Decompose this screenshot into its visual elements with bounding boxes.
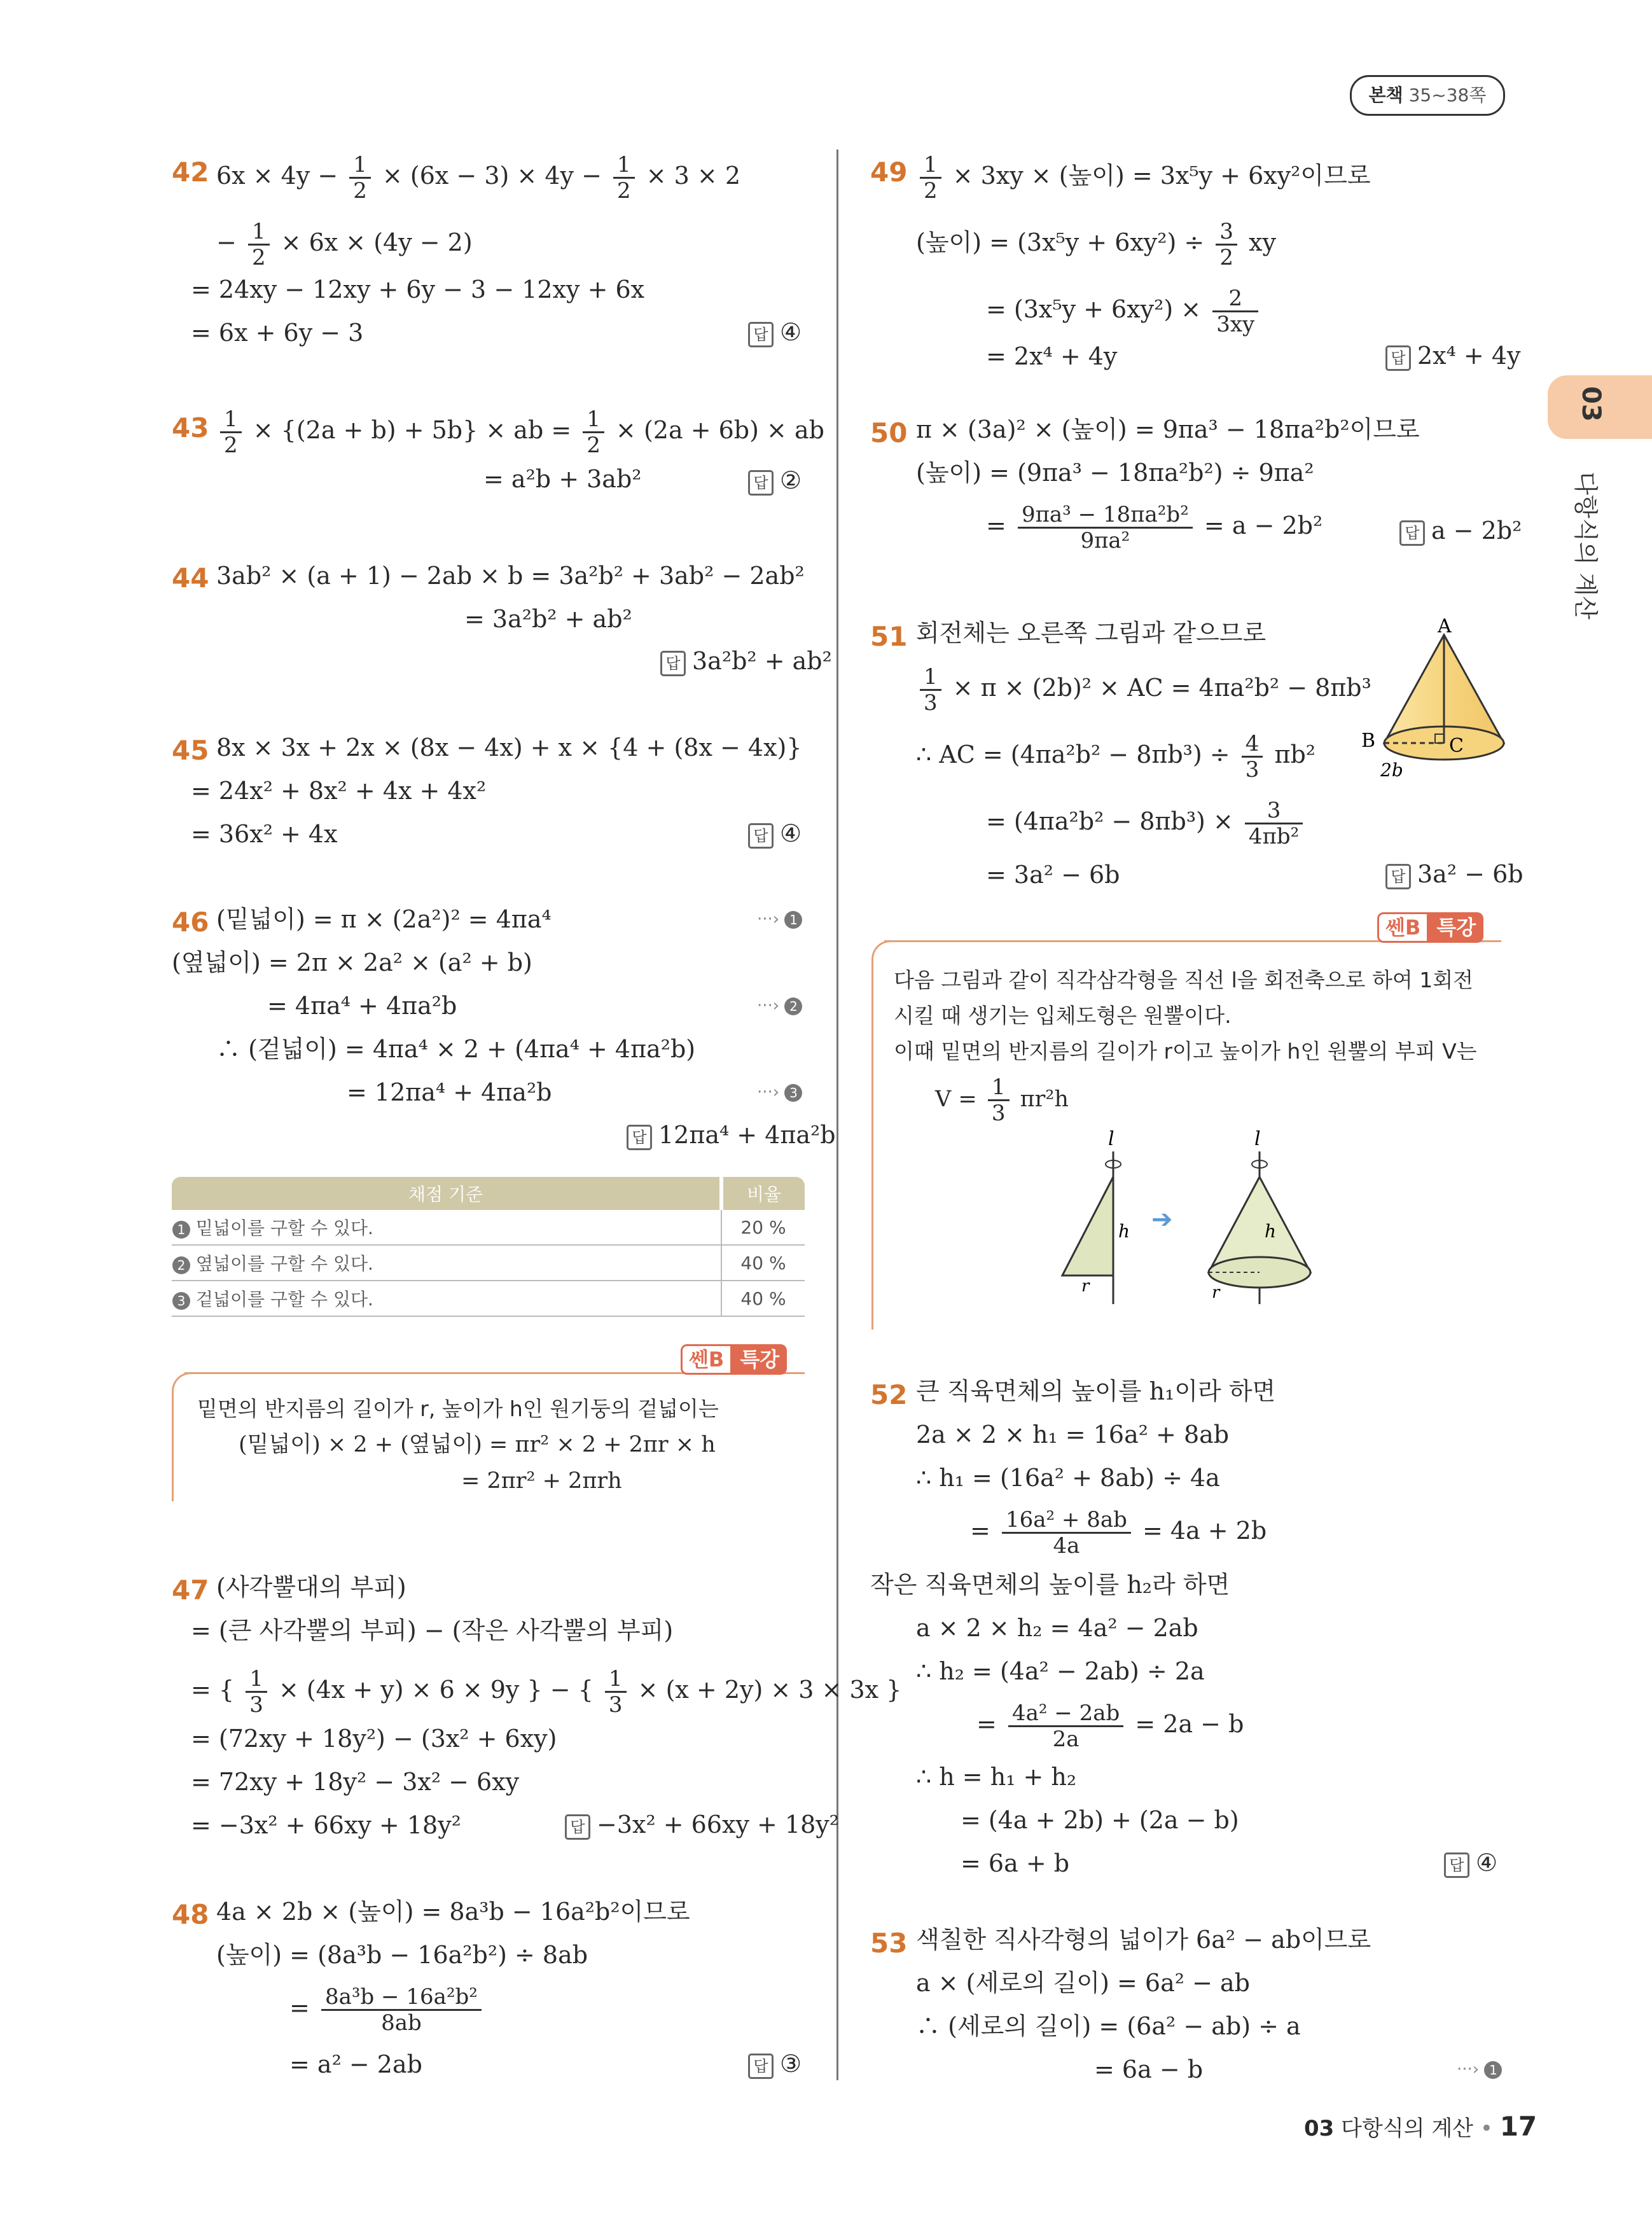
answer: 답 3a²b² + ab² [660, 647, 832, 676]
solution-line: $\frac{1}{3}$ × π × (2b)² × AC = 4πa²b² − 8πb³ [916, 665, 1371, 715]
answer: 답 ③ [748, 2050, 802, 2079]
chapter-side-tab [1548, 375, 1652, 439]
solution-line: = { $\frac{1}{3}$ × (4x + y) × 6 × 9y } − { $\frac{1}{3}$ × (x + 2y) × 3 × 3x } [191, 1666, 902, 1718]
answer-mark: 답 [748, 322, 774, 347]
label-2b: 2b [1380, 760, 1403, 781]
solution-line: a × (세로의 길이) = 6a² − ab [916, 1969, 1250, 1997]
solution-line: = $\frac{\text{16a² + 8ab}}{4a}$ = 4a + 2b [970, 1507, 1267, 1559]
answer-mark: 답 [748, 823, 774, 849]
column-divider [836, 149, 838, 2080]
answer-mark: 답 [748, 2054, 774, 2079]
arrow-icon: ➔ [1151, 1205, 1173, 1234]
page-footer [1304, 2111, 1537, 2142]
table-row: 3 겉넓이를 구할 수 있다. 40 % [172, 1281, 805, 1316]
solution-line: 색칠한 직사각형의 넓이가 6a² − ab이므로 [916, 1926, 1371, 1954]
solution-line: = (4πa²b² − 8πb³) × $\frac{3}{\text{4πb²}}$ [986, 798, 1307, 849]
answer-mark: 답 [660, 651, 686, 676]
solution-line: 회전체는 오른쪽 그림과 같으므로 [916, 619, 1267, 647]
solution-line: ∴ (세로의 길이) = (6a² − ab) ÷ a [916, 2012, 1301, 2040]
solution-line: ∴ h₁ = (16a² + 8ab) ÷ 4a [916, 1464, 1220, 1492]
solution-line: = 36x² + 4x [191, 820, 338, 848]
solution-line: (높이) = (8a³b − 16a²b²) ÷ 8ab [216, 1941, 588, 1969]
solution-line: 2a × 2 × h₁ = 16a² + 8ab [916, 1421, 1230, 1449]
table-header: 채점 기준 [172, 1177, 721, 1210]
solution-line: = a² − 2ab [289, 2050, 422, 2078]
problem-number: 46 [172, 907, 209, 938]
solution-line: $\frac{1}{2}$ × 3xy × (높이) = 3x⁵y + 6xy²이므로 [916, 153, 1371, 203]
solution-line: (사각뿔대의 부피) [216, 1573, 406, 1601]
page-number: 17 [1499, 2111, 1537, 2142]
solution-line: = (4a + 2b) + (2a − b) [961, 1806, 1239, 1834]
answer: 답 −3x² + 66xy + 18y² [565, 1811, 839, 1840]
solution-line: = −3x² + 66xy + 18y² [191, 1811, 461, 1839]
special-text: (밑넓이) × 2 + (옆넓이) = πr² × 2 + 2πr × h [239, 1432, 716, 1457]
answer-mark: 답 [1444, 1852, 1469, 1878]
solution-line: = 6a + b [961, 1849, 1070, 1877]
problem-number: 42 [172, 156, 209, 188]
problem-number: 45 [172, 735, 209, 766]
solution-line: = a²b + 3ab² [483, 465, 642, 493]
problem-number: 53 [870, 1928, 908, 1959]
footer-chapter-title: 다항식의 계산 [1341, 2116, 1474, 2141]
solution-line: = (3x⁵y + 6xy²) × $\frac{2}{3xy}$ [986, 286, 1262, 337]
problem-number: 47 [172, 1574, 209, 1606]
solution-line: ∴ (겉넓이) = 4πa⁴ × 2 + (4πa⁴ + 4πa²b) [216, 1035, 696, 1063]
label-b: B [1361, 730, 1376, 752]
step-marker: ···› 1 [757, 910, 802, 929]
solution-line: − $\frac{1}{2}$ × 6x × (4y − 2) [216, 219, 473, 270]
answer: 답 ④ [748, 318, 802, 347]
problem-number: 50 [870, 417, 908, 448]
solution-line: a × 2 × h₂ = 4a² − 2ab [916, 1614, 1198, 1642]
chapter-tab-number: 03 [1576, 386, 1606, 422]
solution-line: $\frac{1}{2}$ × {(2a + b) + 5b} × ab = $\frac{1}{2}$ × (2a + 6b) × ab [216, 407, 824, 457]
solution-line: 큰 직육면체의 높이를 h₁이라 하면 [916, 1377, 1276, 1405]
book-label: 본책 [1368, 85, 1403, 106]
special-text: 이때 밑면의 반지름의 길이가 r이고 높이가 h인 원뿔의 부피 V는 [894, 1039, 1477, 1064]
solution-line: 6x × 4y − $\frac{1}{2}$ × (6x − 3) × 4y − $\frac{1}{2}$ × 3 × 2 [216, 152, 741, 204]
special-text: 시킬 때 생기는 입체도형은 원뿔이다. [894, 1003, 1232, 1028]
solution-line: = (72xy + 18y²) − (3x² + 6xy) [191, 1725, 557, 1753]
step-marker: ···› 2 [757, 996, 802, 1015]
problem-number: 44 [172, 562, 209, 594]
problem-number: 51 [870, 621, 908, 652]
svg-text:l: l [1108, 1128, 1114, 1150]
answer: 답 a − 2b² [1399, 517, 1522, 546]
svg-text:h: h [1118, 1221, 1130, 1242]
svg-text:r: r [1081, 1277, 1090, 1296]
chapter-tab-title: 다항식의 계산 [1571, 471, 1600, 620]
problem-number: 43 [172, 412, 209, 443]
answer-mark: 답 [1399, 520, 1425, 546]
table-header: 비율 [721, 1177, 805, 1210]
solution-line: 3ab² × (a + 1) − 2ab × b = 3a²b² + 3ab² − 2ab² [216, 562, 805, 590]
svg-text:r: r [1212, 1283, 1220, 1302]
solution-line: = 6a − b [1094, 2055, 1204, 2083]
solution-line: = $\frac{\text{4a² − 2ab}}{2a}$ = 2a − b [976, 1700, 1244, 1752]
answer-mark: 답 [565, 1814, 590, 1840]
answer-mark: 답 [627, 1125, 652, 1150]
answer: 답 ④ [1444, 1849, 1497, 1878]
solution-line: = 3a² − 6b [986, 861, 1120, 889]
answer-mark: 답 [1385, 345, 1411, 371]
page-ref-badge [1350, 75, 1505, 116]
grading-criteria-table [172, 1177, 805, 1317]
answer-mark: 답 [748, 470, 774, 496]
solution-line: (높이) = (3x⁵y + 6xy²) ÷ $\frac{3}{2}$ xy [916, 219, 1276, 270]
table-row: 1 밑넓이를 구할 수 있다. 20 % [172, 1210, 805, 1245]
solution-line: (밑넓이) = π × (2a²)² = 4πa⁴ [216, 905, 552, 933]
solution-line: = (큰 사각뿔의 부피) − (작은 사각뿔의 부피) [191, 1616, 674, 1644]
problem-number: 48 [172, 1899, 209, 1930]
special-text: 다음 그림과 같이 직각삼각형을 직선 l을 회전축으로 하여 1회전 [894, 968, 1474, 992]
solution-line: 8x × 3x + 2x × (8x − 4x) + x × {4 + (8x − 4x)} [216, 733, 802, 761]
solution-line: = 72xy + 18y² − 3x² − 6xy [191, 1768, 520, 1796]
special-text: = 2πr² + 2πrh [461, 1468, 622, 1494]
answer: 답 2x⁴ + 4y [1385, 342, 1520, 371]
problem-number: 49 [870, 156, 908, 188]
solution-line: π × (3a)² × (높이) = 9πa³ − 18πa²b²이므로 [916, 415, 1420, 443]
solution-line: ∴ h₂ = (4a² − 2ab) ÷ 2a [916, 1657, 1205, 1685]
page-range: 35~38쪽 [1408, 85, 1487, 106]
step-marker: ···› 3 [757, 1083, 802, 1102]
solution-line: = 3a²b² + ab² [464, 605, 632, 633]
solution-line: ∴ h = h₁ + h₂ [916, 1763, 1077, 1791]
solution-line: = 12πa⁴ + 4πa²b [347, 1078, 552, 1106]
special-tag: 쎈B 특강 [681, 1344, 787, 1373]
solution-line: 4a × 2b × (높이) = 8a³b − 16a²b²이므로 [216, 1898, 690, 1926]
solution-line: = $\frac{\text{9πa³ − 18πa²b²}}{\text{9πa²}}$ = a − 2b² [986, 502, 1323, 553]
svg-text:l: l [1254, 1128, 1261, 1150]
svg-text:h: h [1265, 1221, 1277, 1242]
step-marker: ···› 1 [1457, 2060, 1502, 2079]
answer: 답 ④ [748, 819, 802, 849]
solution-line: = 4πa⁴ + 4πa²b [267, 992, 457, 1020]
solution-line: ∴ AC = (4πa²b² − 8πb³) ÷ $\frac{4}{3}$ πb² [916, 731, 1316, 782]
label-a: A [1438, 617, 1452, 637]
special-tag: 쎈B 특강 [1377, 912, 1483, 941]
solution-line: = $\frac{\text{8a³b − 16a²b²}}{8ab}$ [289, 1985, 485, 2035]
special-text: V = $\frac{1}{3}$ πr²h [935, 1074, 1069, 1126]
solution-line: (옆넓이) = 2π × 2a² × (a² + b) [172, 949, 532, 976]
solution-line: = 2x⁴ + 4y [986, 342, 1118, 370]
solution-line: = 24x² + 8x² + 4x + 4x² [191, 777, 487, 805]
rotation-figure [1050, 1126, 1329, 1310]
solution-line: = 24xy − 12xy + 6y − 3 − 12xy + 6x [191, 275, 645, 303]
cone-figure [1349, 617, 1514, 789]
label-c: C [1449, 735, 1464, 757]
footer-chapter-number: 03 [1304, 2116, 1335, 2141]
answer: 답 ② [748, 466, 802, 496]
solution-line: (높이) = (9πa³ − 18πa²b²) ÷ 9πa² [916, 459, 1314, 487]
solution-line: = 6x + 6y − 3 [191, 319, 364, 347]
footer-separator: • [1480, 2116, 1493, 2141]
solution-line: 작은 직육면체의 높이를 h₂라 하면 [870, 1571, 1230, 1599]
answer: 답 12πa⁴ + 4πa²b [627, 1121, 836, 1150]
answer-mark: 답 [1385, 864, 1411, 889]
table-row: 2 옆넓이를 구할 수 있다. 40 % [172, 1245, 805, 1281]
special-text: 밑면의 반지름의 길이가 r, 높이가 h인 원기둥의 겉넓이는 [197, 1396, 719, 1421]
answer: 답 3a² − 6b [1385, 860, 1524, 889]
problem-number: 52 [870, 1379, 908, 1410]
